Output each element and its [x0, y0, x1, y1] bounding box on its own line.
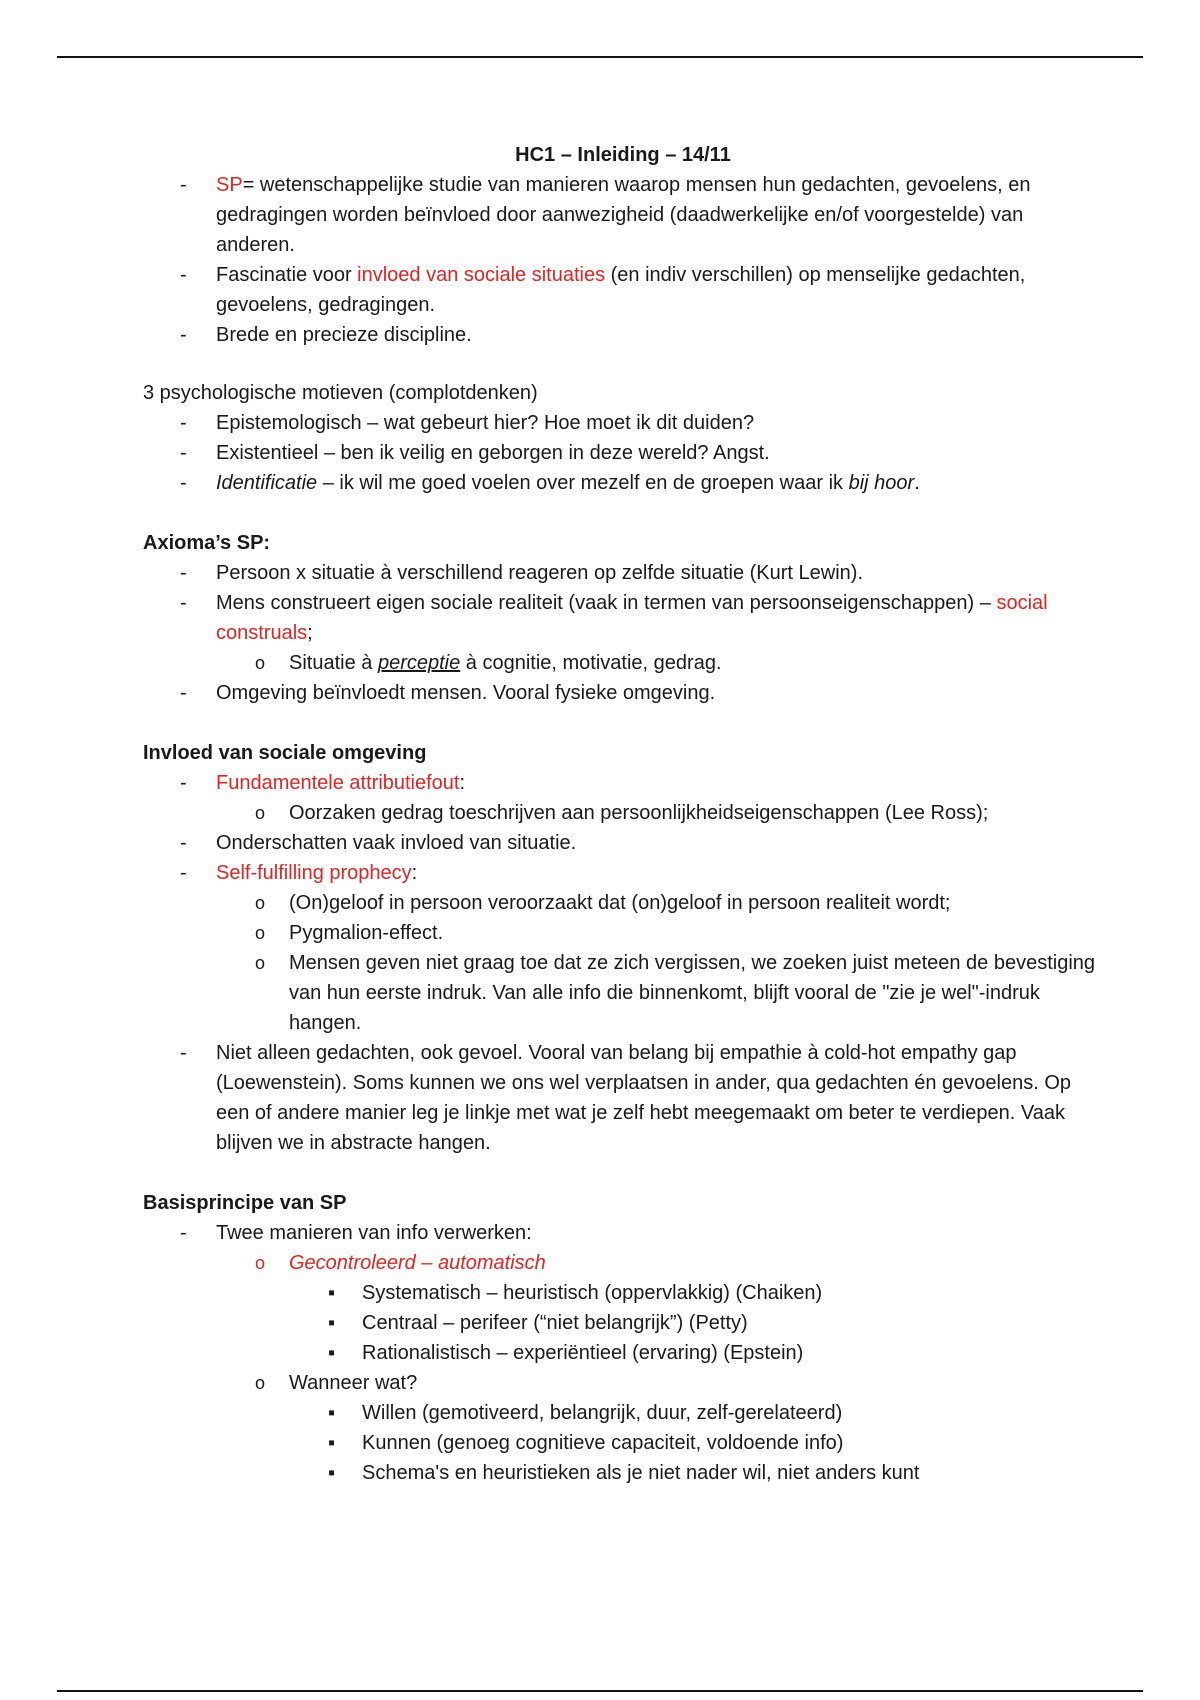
sub-list-item: o (On)geloof in persoon veroorzaakt dat (on)geloof in persoon realiteit wordt; — [289, 888, 1103, 918]
basis-heading: Basisprincipe van SP — [143, 1192, 347, 1214]
social-list — [143, 768, 1103, 1158]
list-item: - Epistemologisch – wat gebeurt hier? Hoe moet ik dit duiden? — [216, 408, 1103, 438]
axioms-heading: Axioma’s SP: — [143, 532, 271, 554]
list-item: - Brede en precieze discipline. — [216, 320, 1103, 350]
highlight-term: invloed van sociale situaties — [357, 264, 606, 286]
highlight-term: social construals — [216, 592, 1048, 644]
sub-sub-list — [289, 1398, 1103, 1488]
sp-term: SP — [216, 174, 243, 196]
intro-list — [143, 170, 1103, 350]
document-page — [143, 140, 1103, 1488]
list-item: - SP= wetenschappelijke studie van manieren waarop mensen hun gedachten, gevoelens, en gedragingen worden beïnvloed door aanwezigheid (daadwerkelijke en/of voorgestelde) van anderen. — [216, 170, 1103, 260]
sub-list-item: o Oorzaken gedrag toeschrijven aan persoonlijkheidseigenschappen (Lee Ross); — [289, 798, 1103, 828]
sub-list-item: o Pygmalion-effect. — [289, 918, 1103, 948]
sub-sub-list-item: ▪ Rationalistisch – experiëntieel (ervaring) (Epstein) — [362, 1338, 1103, 1368]
page-title: HC1 – Inleiding – 14/11 — [515, 144, 731, 166]
axioms-list — [143, 558, 1103, 708]
list-item: - Niet alleen gedachten, ook gevoel. Vooral van belang bij empathie à cold-hot empathy gap (Loewenstein). Soms kunnen we ons wel verplaatsen in ander, qua gedachten én gevoelens. Op een of andere manier leg je linkje met wat je zelf hebt meegemaakt om beter te verdiepen. Vaak blijven we in abstracte hangen. — [216, 1038, 1103, 1158]
list-item: - Existentieel – ben ik veilig en geborgen in deze wereld? Angst. — [216, 438, 1103, 468]
social-heading: Invloed van sociale omgeving — [143, 742, 427, 764]
list-item: - Identificatie – ik wil me goed voelen over mezelf en de groepen waar ik bij hoor. — [216, 468, 1103, 498]
sub-sub-list-item: ▪ Willen (gemotiveerd, belangrijk, duur, zelf-gerelateerd) — [362, 1398, 1103, 1428]
sub-list — [216, 798, 1103, 828]
sub-sub-list — [289, 1278, 1103, 1368]
sub-list-item: o Mensen geven niet graag toe dat ze zich vergissen, we zoeken juist meteen de bevestiging van hun eerste indruk. Van alle info die binnenkomt, blijft vooral de "zie je wel"-indruk hangen. — [289, 948, 1103, 1038]
sub-sub-list-item: ▪ Schema's en heuristieken als je niet nader wil, niet anders kunt — [362, 1458, 1103, 1488]
sub-list-item — [289, 1248, 1103, 1368]
list-item: - Fascinatie voor invloed van sociale situaties (en indiv verschillen) op menselijke gedachten, gevoelens, gedragingen. — [216, 260, 1103, 320]
sub-sub-list-item: ▪ Centraal – perifeer (“niet belangrijk”) (Petty) — [362, 1308, 1103, 1338]
highlight-term: Self-fulfilling prophecy — [216, 862, 412, 884]
motives-heading: 3 psychologische motieven (complotdenken) — [143, 382, 538, 404]
sub-list — [216, 1248, 1103, 1488]
motives-list — [143, 408, 1103, 498]
highlight-term: Gecontroleerd – automatisch — [289, 1252, 546, 1274]
header-rule — [57, 56, 1143, 58]
list-item: - Mens construeert eigen sociale realiteit (vaak in termen van persoonseigenschappen) – social construals; o Situatie à perceptie à cognitie, motivatie, gedrag. — [216, 588, 1103, 678]
highlight-term: Fundamentele attributiefout — [216, 772, 460, 794]
basis-list — [143, 1218, 1103, 1488]
sub-list-item: o Situatie à perceptie à cognitie, motivatie, gedrag. — [289, 648, 1103, 678]
list-item: - Twee manieren van info verwerken: o Gecontroleerd – automatisch ▪ Systematisch – heuristisch (oppervlakkig) (Chaiken) ▪ Centraal – perifeer (“niet belangrijk”) (Petty) ▪ Rationalistisch – experiëntieel (ervaring) (Epstein) o Wanneer wat? ▪ Willen (gemotiveerd, belangrijk, duur, zelf-gerelateerd) ▪ Kunnen (genoeg cognitieve capaciteit, voldoende info) ▪ Schema's en heuristieken als je niet nader wil, niet anders kunt — [216, 1218, 1103, 1488]
footer-rule — [57, 1690, 1143, 1692]
list-item: - Omgeving beïnvloedt mensen. Vooral fysieke omgeving. — [216, 678, 1103, 708]
sub-list-item: o Wanneer wat? ▪ Willen (gemotiveerd, belangrijk, duur, zelf-gerelateerd) ▪ Kunnen (genoeg cognitieve capaciteit, voldoende info) ▪ Schema's en heuristieken als je niet nader wil, niet anders kunt — [289, 1368, 1103, 1488]
sub-list — [216, 888, 1103, 1038]
sub-sub-list-item: ▪ Systematisch – heuristisch (oppervlakkig) (Chaiken) — [362, 1278, 1103, 1308]
sub-sub-list-item: ▪ Kunnen (genoeg cognitieve capaciteit, voldoende info) — [362, 1428, 1103, 1458]
list-item: - Onderschatten vaak invloed van situatie. — [216, 828, 1103, 858]
sub-list — [216, 648, 1103, 678]
list-item: - Self-fulfilling prophecy: o (On)geloof in persoon veroorzaakt dat (on)geloof in persoon realiteit wordt; o Pygmalion-effect. o Mensen geven niet graag toe dat ze zich vergissen, we zoeken juist meteen de bevestiging van hun eerste indruk. Van alle info die binnenkomt, blijft vooral de "zie je wel"-indruk hangen. — [216, 858, 1103, 1038]
list-item: - Persoon x situatie à verschillend reageren op zelfde situatie (Kurt Lewin). — [216, 558, 1103, 588]
list-item: - Fundamentele attributiefout: o Oorzaken gedrag toeschrijven aan persoonlijkheidseigenschappen (Lee Ross); — [216, 768, 1103, 828]
